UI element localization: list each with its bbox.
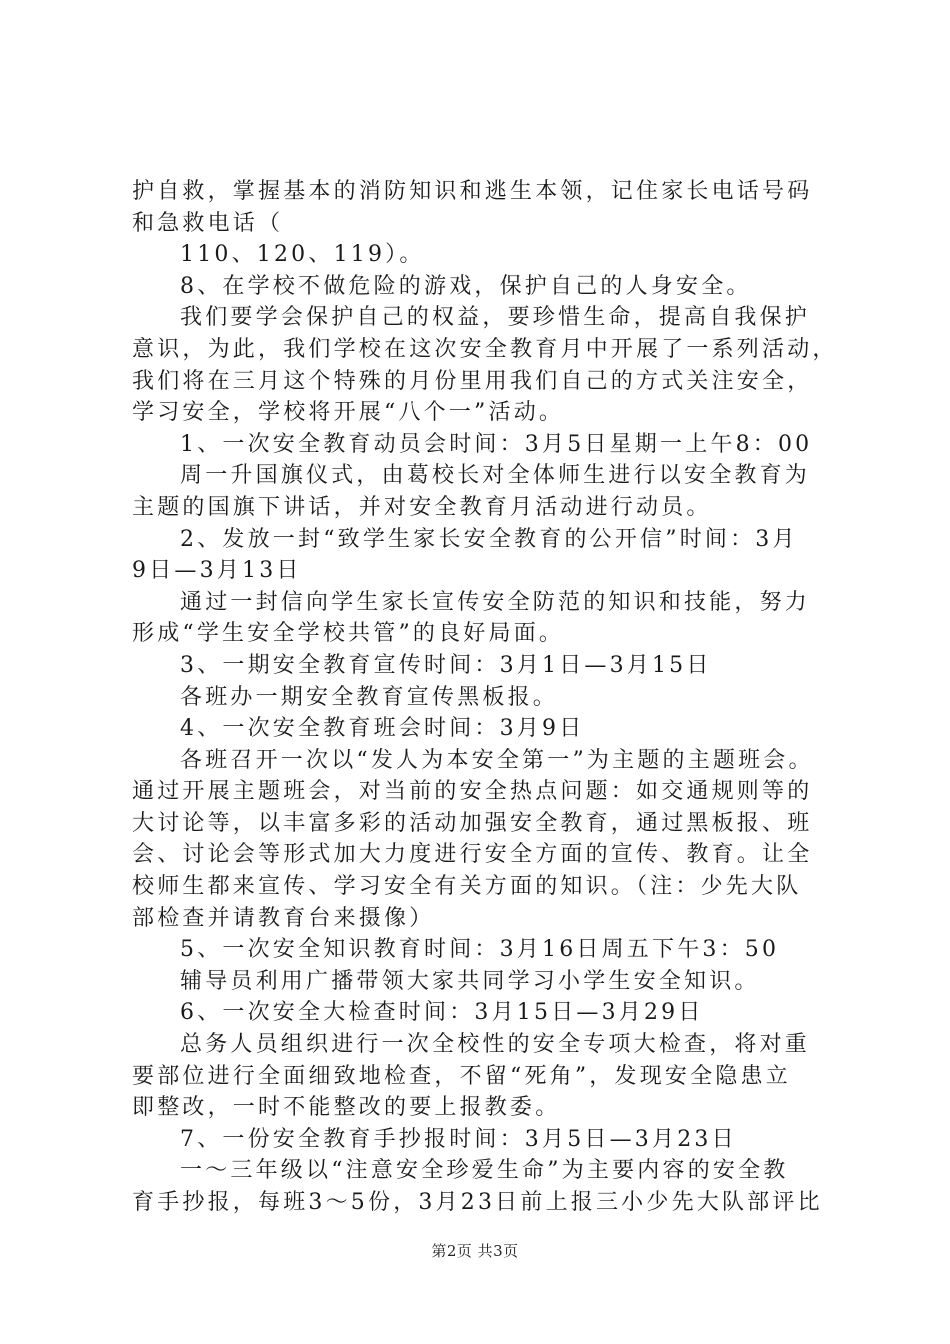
text-line: 和急救电话（ [132,210,284,236]
text-line: 大讨论等，以丰富多彩的活动加强安全教育，通过黑板报、班 [132,810,813,836]
text-line: 9日—3月13日 [132,558,302,584]
page-footer: 第2页 共3页 [431,1242,519,1260]
text-line: 意识，为此，我们学校在这次安全教育月中开展了一系列活动， [132,336,838,362]
document-body [132,176,838,1219]
text-line: 通过开展主题班会，对当前的安全热点问题：如交通规则等的 [132,779,813,805]
text-line: 6、一次安全大检查时间：3月15日—3月29日 [180,1000,704,1026]
text-line: 5、一次安全知识教育时间：3月16日周五下午3：50 [180,937,780,963]
text-line: 1、一次安全教育动员会时间：3月5日星期一上午8：00 [180,431,813,457]
text-line: 各班办一期安全教育宣传黑板报。 [180,684,559,710]
text-line: 110、120、119）。 [180,242,425,268]
text-line: 周一升国旗仪式，由葛校长对全体师生进行以安全教育为 [180,463,811,489]
text-line: 主题的国旗下讲话，并对安全教育月活动进行动员。 [132,494,712,520]
text-line: 各班召开一次以“发人为本安全第一”为主题的主题班会。 [180,747,814,773]
text-line: 部检查并请教育台来摄像） [132,905,435,931]
text-line: 一～三年级以“注意安全珍爱生命”为主要内容的安全教 [180,1158,789,1184]
text-line: 要部位进行全面细致地检查，不留“死角”，发现安全隐患立 [132,1063,791,1089]
text-line: 辅导员利用广播带领大家共同学习小学生安全知识。 [180,968,760,994]
text-line: 通过一封信向学生家长宣传安全防范的知识和技能，努力 [180,589,811,615]
text-line: 2、发放一封“致学生家长安全教育的公开信”时间：3月 [180,526,798,552]
text-line: 总务人员组织进行一次全校性的安全专项大检查，将对重 [180,1032,811,1058]
text-line: 学习安全，学校将开展“八个一”活动。 [132,400,565,426]
text-line: 4、一次安全教育班会时间：3月9日 [180,716,585,742]
text-line: 会、讨论会等形式加大力度进行安全方面的宣传、教育。让全 [132,842,813,868]
text-line: 我们将在三月这个特殊的月份里用我们自己的方式关注安全， [132,368,813,394]
text-line: 护自救，掌握基本的消防知识和逃生本领，记住家长电话号码 [132,179,813,204]
text-line: 7、一份安全教育手抄报时间：3月5日—3月23日 [180,1126,737,1152]
text-line: 育手抄报，每班3～5份，3月23日前上报三小少先大队部评比 [132,1190,823,1215]
text-line: 形成“学生安全学校共管”的良好局面。 [132,621,565,647]
text-line: 8、在学校不做危险的游戏，保护自己的人身安全。 [180,273,752,299]
text-line: 3、一期安全教育宣传时间：3月1日—3月15日 [180,652,712,678]
text-line: 即整改，一时不能整改的要上报教委。 [132,1095,561,1121]
text-line: 我们要学会保护自己的权益，要珍惜生命，提高自我保护 [180,305,811,331]
text-line: 校师生都来宣传、学习安全有关方面的知识。（注：少先大队 [132,874,802,900]
